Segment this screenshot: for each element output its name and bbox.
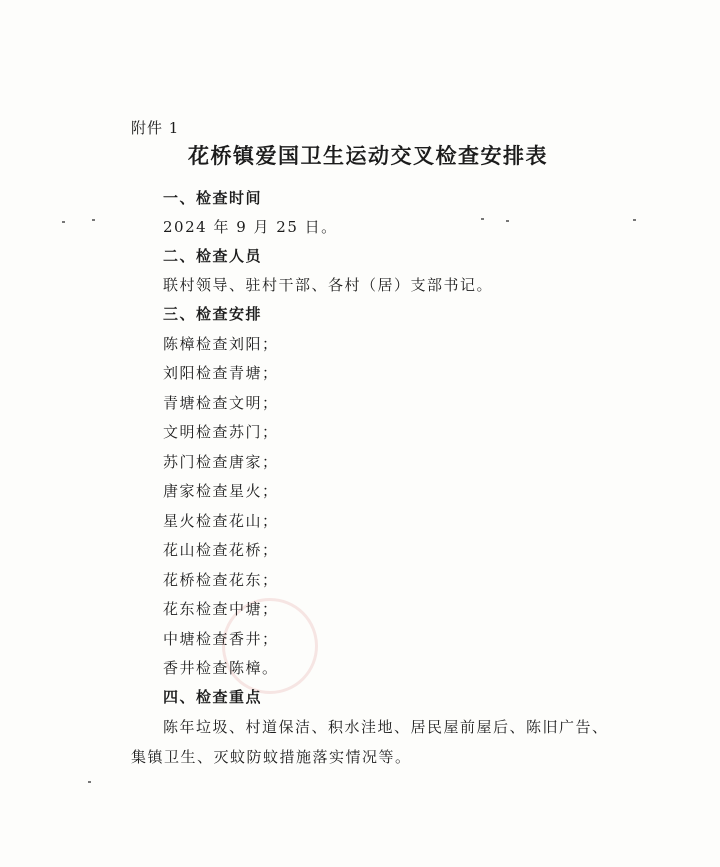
scan-speck — [92, 219, 95, 221]
scan-speck — [62, 221, 65, 223]
section-heading-personnel: 二、检查人员 — [163, 247, 263, 265]
scan-speck — [481, 218, 484, 220]
section-heading-arrangement: 三、检查安排 — [163, 305, 263, 323]
attachment-label: 附件 1 — [131, 119, 180, 137]
arrangement-item: 花东检查中塘； — [163, 600, 279, 618]
arrangement-item: 花桥检查花东； — [163, 571, 279, 589]
focus-text-line-1: 陈年垃圾、村道保洁、积水洼地、居民屋前屋后、陈旧广告、 — [163, 718, 609, 736]
scan-speck — [88, 781, 91, 783]
focus-text-line-2: 集镇卫生、灭蚊防蚊措施落实情况等。 — [131, 748, 412, 766]
arrangement-item: 苏门检查唐家； — [163, 453, 279, 471]
section-heading-time: 一、检查时间 — [163, 189, 263, 207]
inspection-date: 2024 年 9 月 25 日。 — [163, 218, 338, 236]
arrangement-item: 花山检查花桥； — [163, 541, 279, 559]
inspection-personnel: 联村领导、驻村干部、各村（居）支部书记。 — [163, 276, 494, 294]
scan-speck — [506, 220, 509, 222]
arrangement-item: 中塘检查香井； — [163, 630, 279, 648]
arrangement-item: 陈樟检查刘阳； — [163, 335, 279, 353]
arrangement-item: 刘阳检查青塘； — [163, 364, 279, 382]
arrangement-item: 香井检查陈樟。 — [163, 659, 279, 677]
arrangement-item: 青塘检查文明； — [163, 394, 279, 412]
scan-speck — [633, 219, 636, 221]
arrangement-item: 星火检查花山； — [163, 512, 279, 530]
section-heading-focus: 四、检查重点 — [163, 688, 263, 706]
arrangement-item: 唐家检查星火； — [163, 482, 279, 500]
arrangement-item: 文明检查苏门； — [163, 423, 279, 441]
document-title: 花桥镇爱国卫生运动交叉检查安排表 — [188, 144, 548, 168]
